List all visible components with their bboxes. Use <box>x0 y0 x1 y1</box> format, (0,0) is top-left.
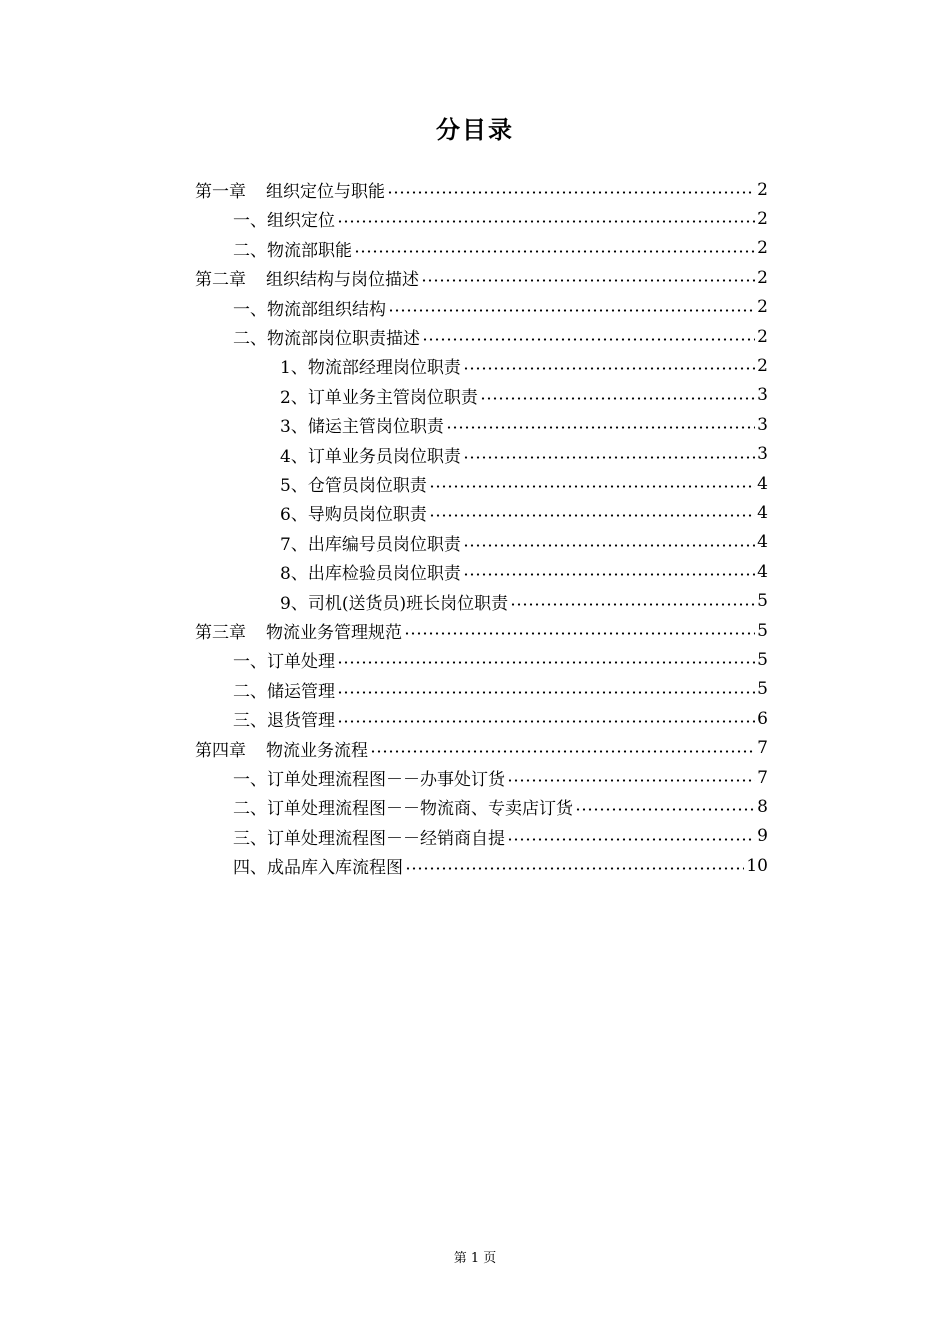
toc-page-number: 5 <box>757 679 768 700</box>
toc-entry-number: 6、导购员岗位职责 <box>280 505 427 526</box>
toc-page-number: 2 <box>757 267 768 288</box>
toc-entry-number: 1、物流部经理岗位职责 <box>280 358 461 379</box>
toc-entry-label <box>280 559 461 584</box>
toc-page-number: 5 <box>757 591 768 612</box>
toc-entry-number: 3、储运主管岗位职责 <box>280 417 444 438</box>
toc-page-number: 10 <box>746 855 768 876</box>
toc-dot-leader <box>429 485 755 488</box>
toc-entry[interactable] <box>233 234 768 263</box>
toc-entry-label <box>280 471 427 496</box>
page-footer: 第 1 页 <box>453 1251 497 1266</box>
toc-entry[interactable] <box>233 704 768 733</box>
toc-entry-number: 二、物流部职能 <box>233 240 352 261</box>
toc-dot-leader <box>510 603 755 606</box>
toc-dot-leader <box>370 750 755 753</box>
toc-entry-label <box>233 706 335 731</box>
toc-entry-title: 物流业务管理规范 <box>266 623 402 643</box>
toc-dot-leader <box>337 220 755 223</box>
toc-page-number: 6 <box>757 708 768 729</box>
toc-entry-label <box>280 412 444 437</box>
toc-entry-label <box>233 324 420 349</box>
toc-dot-leader <box>463 573 755 576</box>
toc-dot-leader <box>388 309 755 312</box>
toc-dot-leader <box>507 838 755 841</box>
toc-dot-leader <box>480 397 755 400</box>
toc-page-number: 4 <box>757 561 768 582</box>
toc-dot-leader <box>463 367 755 370</box>
toc-entry-number: 二、订单处理流程图－－物流商、专卖店订货 <box>233 799 573 820</box>
toc-dot-leader <box>337 691 755 694</box>
toc-entry[interactable] <box>233 322 768 351</box>
toc-page-number: 5 <box>757 620 768 641</box>
toc-entry[interactable] <box>195 616 768 645</box>
toc-entry[interactable] <box>195 175 768 204</box>
toc-entry-label <box>233 236 352 261</box>
toc-entry-label <box>280 353 461 378</box>
toc-dot-leader <box>421 279 755 282</box>
toc-dot-leader <box>575 808 755 811</box>
toc-entry[interactable] <box>233 822 768 851</box>
toc-page-number: 3 <box>757 444 768 465</box>
toc-dot-leader <box>422 338 755 341</box>
toc-page-number: 4 <box>757 532 768 553</box>
toc-entry-number: 一、订单处理 <box>233 652 335 673</box>
page-title: 分目录 <box>436 115 514 144</box>
toc-dot-leader <box>463 544 755 547</box>
toc-entry-label <box>233 853 403 878</box>
toc-dot-leader <box>446 426 755 429</box>
toc-entry[interactable] <box>280 410 768 439</box>
toc-dot-leader <box>354 250 755 253</box>
toc-entry-number: 第三章 <box>195 623 246 643</box>
toc-page-number: 8 <box>757 796 768 817</box>
toc-entry[interactable] <box>233 293 768 322</box>
toc-page-number: 7 <box>757 767 768 788</box>
toc-page-number: 2 <box>757 297 768 318</box>
toc-page-number: 2 <box>757 326 768 347</box>
toc-entry-number: 一、订单处理流程图－－办事处订货 <box>233 770 505 790</box>
toc-entry-label <box>233 765 505 790</box>
toc-entry-label <box>280 530 461 555</box>
toc-page-number: 7 <box>757 738 768 759</box>
toc-dot-leader <box>507 779 755 782</box>
toc-entry[interactable] <box>280 351 768 380</box>
toc-page-number: 3 <box>757 385 768 406</box>
toc-dot-leader <box>387 191 755 194</box>
toc-page-number: 3 <box>757 414 768 435</box>
toc-dot-leader <box>404 632 755 635</box>
toc-entry-label <box>280 383 478 408</box>
toc-page-number: 4 <box>757 502 768 523</box>
toc-entry[interactable] <box>280 440 768 469</box>
toc-dot-leader <box>337 661 755 664</box>
toc-entry[interactable] <box>195 263 768 292</box>
toc-entry-title: 组织定位与职能 <box>266 182 385 202</box>
toc-entry-number: 三、订单处理流程图－－经销商自提 <box>233 828 505 849</box>
toc-entry-label <box>195 618 402 643</box>
toc-entry-number: 第四章 <box>195 740 246 761</box>
toc-entry-label <box>195 265 419 290</box>
toc-entry-number: 二、物流部岗位职责描述 <box>233 329 420 349</box>
toc-entry-label <box>195 736 368 761</box>
toc-page-number: 2 <box>757 355 768 376</box>
toc-entry-label <box>280 500 427 525</box>
toc-entry-number: 5、仓管员岗位职责 <box>280 476 427 496</box>
toc-page-number: 4 <box>757 473 768 494</box>
toc-entry[interactable] <box>280 587 768 616</box>
toc-entry[interactable] <box>195 734 768 763</box>
toc-entry-number: 一、物流部组织结构 <box>233 299 386 320</box>
toc-entry-number: 2、订单业务主管岗位职责 <box>280 387 478 408</box>
toc-page-number: 5 <box>757 649 768 670</box>
toc-entry-number: 4、订单业务员岗位职责 <box>280 446 461 467</box>
toc-entry[interactable] <box>233 792 768 821</box>
toc-entry-number: 一、组织定位 <box>233 211 335 232</box>
toc-dot-leader <box>463 456 755 459</box>
toc-entry-label <box>280 442 461 467</box>
toc-entry-label <box>233 295 386 320</box>
toc-entry-label <box>280 589 508 614</box>
toc-entry[interactable] <box>280 528 768 557</box>
toc-entry[interactable] <box>280 381 768 410</box>
toc-entry-number: 二、储运管理 <box>233 681 335 702</box>
toc-entry-label <box>233 677 335 702</box>
toc-page-number: 2 <box>757 238 768 259</box>
toc-entry[interactable] <box>280 557 768 586</box>
toc-dot-leader <box>405 867 744 870</box>
toc-entry-label <box>233 206 335 231</box>
toc-entry-number: 三、退货管理 <box>233 711 335 732</box>
toc-entry-title: 组织结构与岗位描述 <box>266 270 419 291</box>
toc-entry[interactable] <box>233 851 768 880</box>
toc-entry-title: 物流业务流程 <box>266 740 368 761</box>
toc-entry-label <box>233 647 335 672</box>
toc-entry[interactable] <box>233 204 768 233</box>
toc-entry[interactable] <box>233 763 768 792</box>
toc-entry[interactable] <box>280 469 768 498</box>
toc-page-number: 2 <box>757 179 768 200</box>
toc-entry-label <box>233 794 573 819</box>
toc-entry[interactable] <box>280 498 768 527</box>
toc-page-number: 2 <box>757 208 768 229</box>
toc-dot-leader <box>337 720 755 723</box>
toc-entry-number: 第二章 <box>195 270 246 291</box>
toc-entry-number: 第一章 <box>195 182 246 202</box>
toc-entry-number: 四、成品库入库流程图 <box>233 858 403 879</box>
toc-entry[interactable] <box>233 645 768 674</box>
toc-entry-number: 8、出库检验员岗位职责 <box>280 564 461 585</box>
toc-entry[interactable] <box>233 675 768 704</box>
toc-page-number: 9 <box>757 826 768 847</box>
toc-entry-label <box>195 177 385 202</box>
toc-entry-number: 7、出库编号员岗位职责 <box>280 534 461 555</box>
toc-dot-leader <box>429 514 755 517</box>
toc-entry-number: 9、司机(送货员)班长岗位职责 <box>280 593 509 614</box>
toc-entry-label <box>233 824 505 849</box>
